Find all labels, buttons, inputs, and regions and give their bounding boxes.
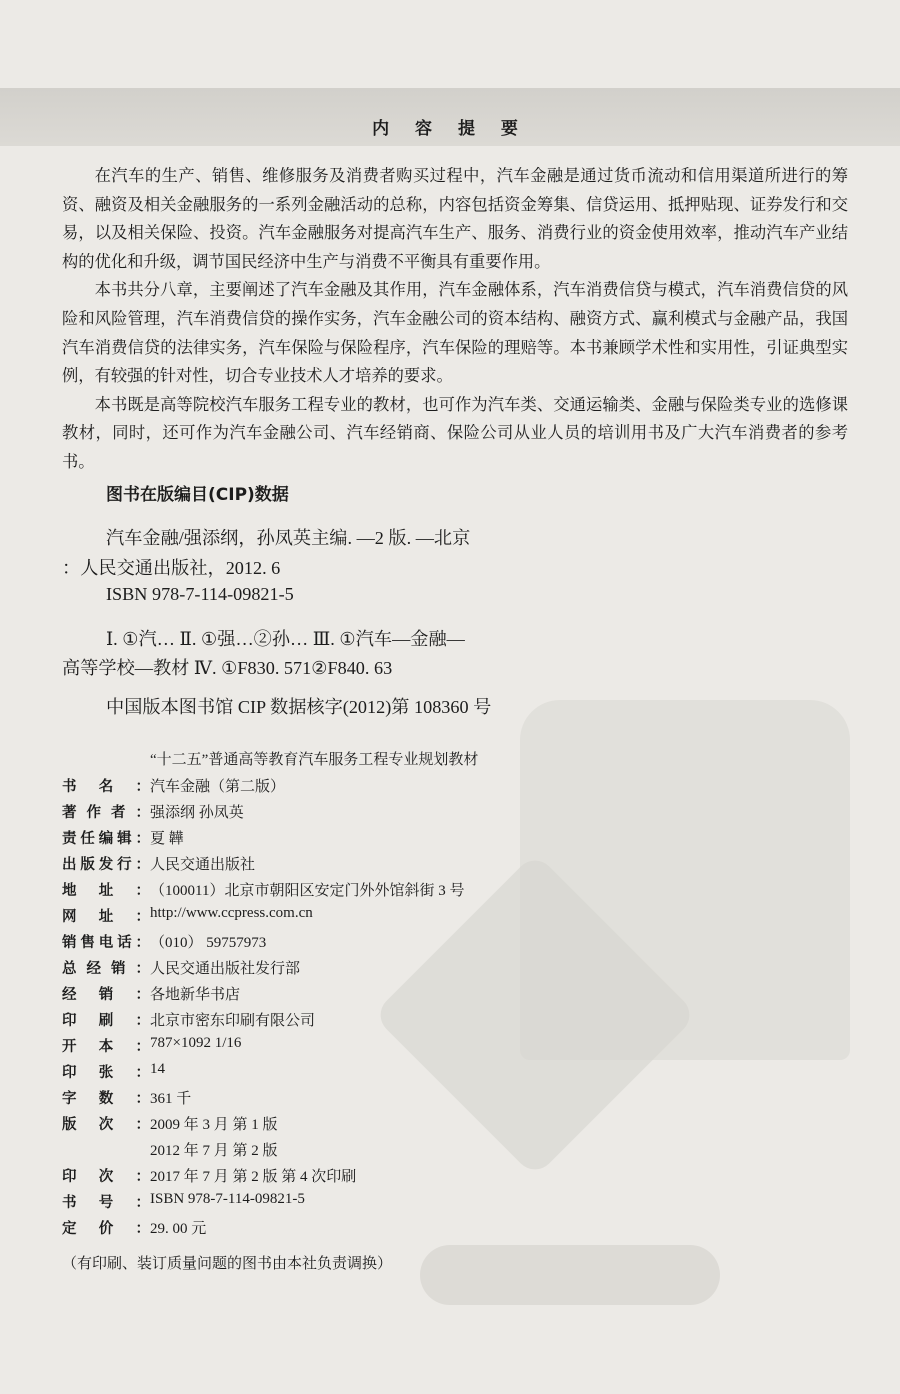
info-row-printer: 印刷： 北京市密东印刷有限公司	[62, 1013, 316, 1029]
info-row-editor: 责任编辑： 夏 韡	[62, 831, 184, 847]
page-title: 内 容 提 要	[372, 119, 528, 139]
summary-paragraph-3: 本书既是高等院校汽车服务工程专业的教材，也可作为汽车类、交通运输类、金融与保险类专业的选修课教材，同时，还可作为汽车金融公司、汽车经销商、保险公司从业人员的培训用书及广大汽车消费者的参考书。	[62, 394, 848, 471]
cip-class-1: Ⅰ. ①汽… Ⅱ. ①强…②孙… Ⅲ. ①汽车—金融—	[106, 629, 465, 649]
summary-paragraph-2: 本书共分八章，主要阐述了汽车金融及其作用，汽车金融体系，汽车消费信贷与模式，汽车消费信贷的风险和风险管理，汽车消费信贷的操作实务，汽车金融公司的资本结构、融资方式、赢利模式与金融产品，我国汽车消费信贷的法律实务，汽车保险与保险程序，汽车保险的理赔等。本书兼顾学术性和实用性，引证典型实例，有较强的针对性，切合专业技术人才培养的要求。	[62, 280, 848, 386]
cip-line-2: ：人民交通出版社，2012. 6	[62, 558, 281, 578]
cip-record: 中国版本图书馆 CIP 数据核字(2012)第 108360 号	[106, 697, 492, 717]
info-row-website: 网址： http://www.ccpress.com.cn	[62, 905, 313, 925]
info-row-edition-2: 2012 年 7 月 第 2 版	[150, 1143, 278, 1159]
info-row-phone: 销售电话： （010） 59757973	[62, 935, 267, 951]
cip-heading: 图书在版编目(CIP)数据	[106, 485, 289, 505]
info-row-isbn: 书号： ISBN 978-7-114-09821-5	[62, 1191, 305, 1211]
info-row-retailer: 经销： 各地新华书店	[62, 987, 241, 1003]
cip-line-1: 汽车金融/强添纲，孙凤英主编. —2 版. —北京	[106, 528, 471, 548]
cip-isbn: ISBN 978-7-114-09821-5	[106, 584, 294, 604]
info-row-edition: 版次： 2009 年 3 月 第 1 版	[62, 1117, 278, 1133]
info-row-format: 开本： 787×1092 1/16	[62, 1035, 242, 1055]
publication-info	[62, 775, 822, 1243]
info-row-author: 著作者： 强添纲 孙凤英	[62, 805, 244, 821]
info-row-title: 书名： 汽车金融（第二版）	[62, 779, 286, 795]
info-row-sheets: 印张： 14	[62, 1061, 165, 1081]
cip-class-2: 高等学校—教材 Ⅳ. ①F830. 571②F840. 63	[62, 658, 393, 678]
show-through-publisher-logo	[420, 1245, 720, 1305]
info-row-price: 定价： 29. 00 元	[62, 1221, 207, 1237]
info-row-distributor: 总经销： 人民交通出版社发行部	[62, 961, 301, 977]
series-title: “十二五”普通高等教育汽车服务工程专业规划教材	[150, 752, 479, 768]
info-row-wordcount: 字数： 361 千	[62, 1091, 192, 1107]
info-row-address: 地址： （100011）北京市朝阳区安定门外外馆斜街 3 号	[62, 883, 465, 899]
info-row-printing: 印次： 2017 年 7 月 第 2 版 第 4 次印刷	[62, 1169, 357, 1185]
info-row-publisher: 出版发行： 人民交通出版社	[62, 857, 256, 873]
summary-paragraph-1: 在汽车的生产、销售、维修服务及消费者购买过程中，汽车金融是通过货币流动和信用渠道所进行的筹资、融资及相关金融服务的一系列金融活动的总称，内容包括资金筹集、信贷运用、抵押贴现、证券发行和交易，以及相关保险、投资。汽车金融服务对提高汽车生产、服务、消费行业的资金使用效率，推动汽车产业结构的优化和升级，调节国民经济中生产与消费不平衡具有重要作用。	[62, 166, 848, 271]
summary-section	[62, 162, 848, 477]
quality-note: （有印刷、装订质量问题的图书由本社负责调换）	[62, 1256, 393, 1272]
